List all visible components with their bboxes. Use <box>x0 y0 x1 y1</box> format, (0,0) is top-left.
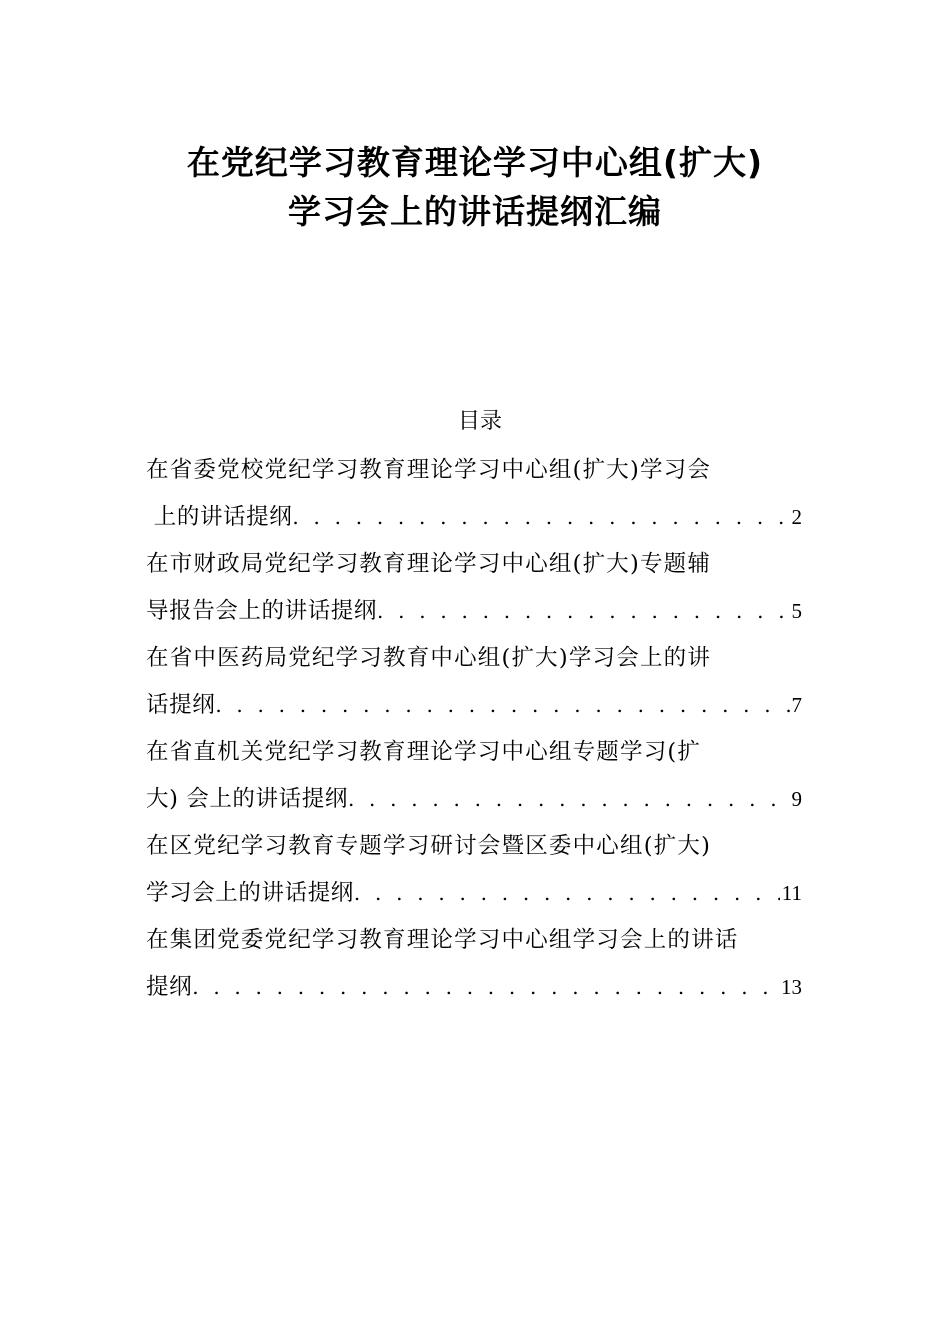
document-title-line2: 学习会上的讲话提纲汇编 <box>288 192 662 231</box>
toc-entry-continuation <box>146 687 802 734</box>
dot-leader <box>348 781 790 817</box>
toc-entry-title-cont: 导报告会上的讲话提纲 <box>146 598 378 624</box>
toc-heading: 目录 <box>457 409 502 434</box>
toc-entry[interactable] <box>146 922 802 1016</box>
toc-page-number: 2 <box>791 505 802 529</box>
toc-entry-title-cont: 提纲 <box>146 974 193 1000</box>
toc-page-number: 11 <box>781 881 802 905</box>
toc-entry-title: 在省中医药局党纪学习教育中心组(扩大)学习会上的讲 <box>146 645 712 671</box>
table-of-contents <box>146 452 802 1016</box>
toc-entry-continuation <box>146 499 802 546</box>
toc-entry-title: 在集团党委党纪学习教育理论学习中心组学习会上的讲话 <box>146 927 739 953</box>
toc-entry[interactable] <box>146 734 802 828</box>
toc-entry-title: 在省直机关党纪学习教育理论学习中心组专题学习(扩 <box>146 739 702 765</box>
dot-leader <box>354 875 780 911</box>
document-title-line1: 在党纪学习教育理论学习中心组(扩大) <box>186 143 764 182</box>
dot-leader <box>215 687 789 723</box>
dot-leader <box>192 969 779 1005</box>
toc-entry-title-cont: 话提纲 <box>146 692 216 718</box>
toc-entry[interactable] <box>146 452 802 546</box>
toc-page-number: 7 <box>791 693 802 717</box>
toc-page-number: 13 <box>781 975 802 999</box>
toc-entry-continuation <box>146 969 802 1016</box>
toc-entry-title: 在省委党校党纪学习教育理论学习中心组(扩大)学习会 <box>146 457 712 483</box>
toc-entry-title-cont: 大) 会上的讲话提纲 <box>146 786 348 812</box>
toc-entry[interactable] <box>146 546 802 640</box>
toc-entry-title: 在区党纪学习教育专题学习研讨会暨区委中心组(扩大) <box>146 833 712 859</box>
toc-entry-title: 在市财政局党纪学习教育理论学习中心组(扩大)专题辅 <box>146 551 712 577</box>
toc-page-number: 9 <box>791 787 802 811</box>
toc-entry-title-cont: 学习会上的讲话提纲 <box>146 880 354 906</box>
dot-leader <box>377 593 789 629</box>
toc-page-number: 5 <box>791 599 802 623</box>
toc-entry-continuation <box>146 593 802 640</box>
toc-entry-title-cont: 上的讲话提纲 <box>146 504 293 530</box>
toc-entry[interactable] <box>146 828 802 922</box>
dot-leader <box>292 499 789 535</box>
toc-entry[interactable] <box>146 640 802 734</box>
toc-entry-continuation <box>146 781 802 828</box>
toc-entry-continuation <box>146 875 802 922</box>
